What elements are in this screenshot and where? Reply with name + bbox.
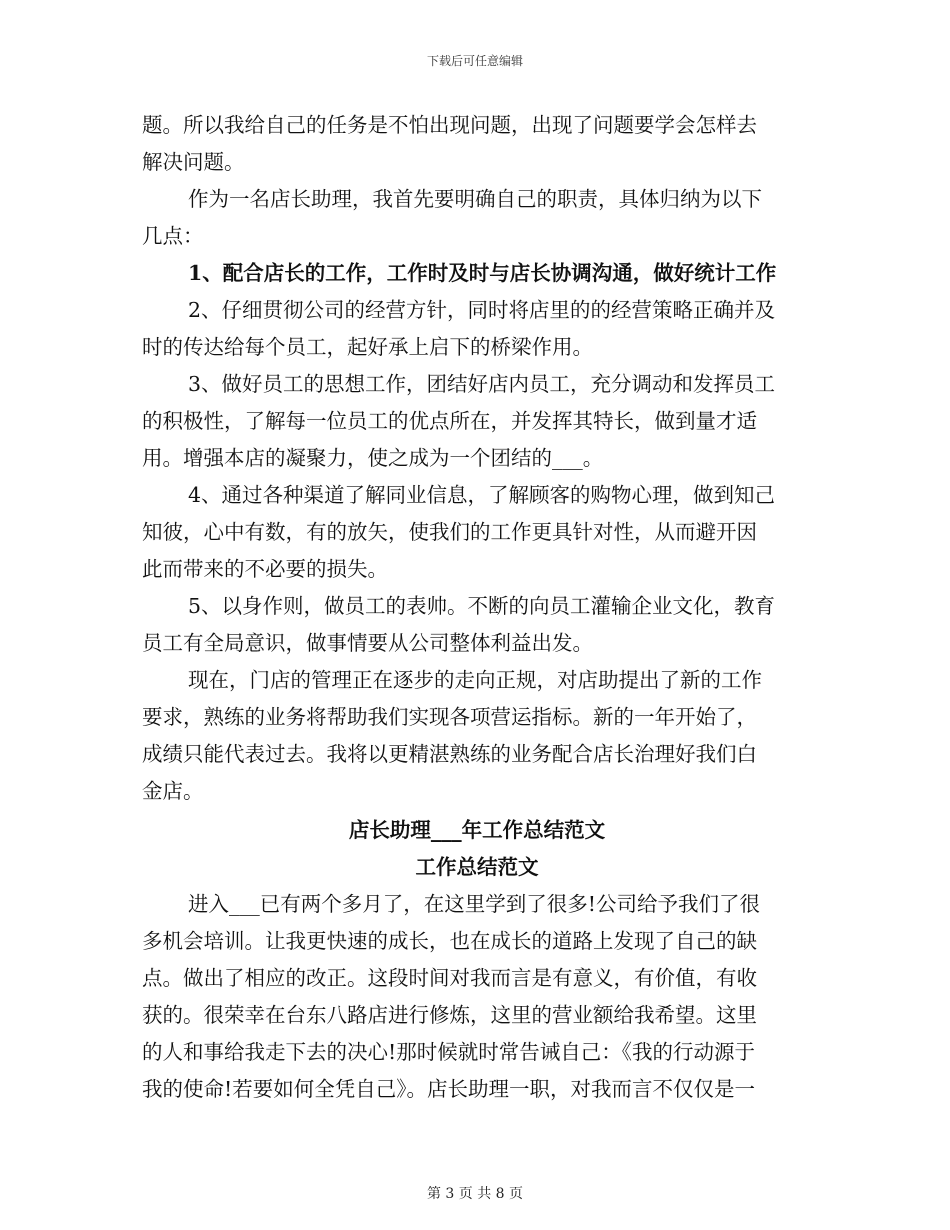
paragraph-line: 用。增强本店的凝聚力，使之成为一个团结的___。 xyxy=(142,446,604,470)
paragraph-line: 进入___已有两个多月了，在这里学到了很多!公司给予我们了很 xyxy=(188,892,760,916)
paragraph-line: 题。所以我给自己的任务是不怕出现问题，出现了问题要学会怎样去 xyxy=(142,113,757,137)
paragraph-line: 2、仔细贯彻公司的经营方针，同时将店里的的经营策略正确并及 xyxy=(188,298,776,322)
section-subtitle: 工作总结范文 xyxy=(415,855,539,879)
paragraph-line: 作为一名店长助理，我首先要明确自己的职责，具体归纳为以下 xyxy=(188,187,762,211)
paragraph-line: 4、通过各种渠道了解同业信息，了解顾客的购物心理，做到知己 xyxy=(188,483,776,507)
page-number-footer: 第 3 页 共 8 页 xyxy=(426,1186,524,1202)
paragraph-line: 此而带来的不必要的损失。 xyxy=(142,557,388,581)
paragraph-line: 知彼，心中有数，有的放矢，使我们的工作更具针对性，从而避开因 xyxy=(142,520,757,544)
paragraph-line: 多机会培训。让我更快速的成长，也在成长的道路上发现了自己的缺 xyxy=(142,929,757,953)
paragraph-line: 3、做好员工的思想工作，团结好店内员工，充分调动和发挥员工 xyxy=(188,372,776,396)
paragraph-line: 要求，熟练的业务将帮助我们实现各项营运指标。新的一年开始了， xyxy=(142,705,757,729)
paragraph-line: 点。做出了相应的改正。这段时间对我而言是有意义，有价值，有收 xyxy=(142,966,757,990)
paragraph-line: 的人和事给我走下去的决心!那时候就时常告诫自己：《我的行动源于 xyxy=(142,1040,755,1064)
paragraph-line: 现在，门店的管理正在逐步的走向正规，对店助提出了新的工作 xyxy=(188,668,762,692)
paragraph-line: 5、以身作则，做员工的表帅。不断的向员工灌输企业文化，教育 xyxy=(188,594,776,618)
paragraph-line: 员工有全局意识，做事情要从公司整体利益出发。 xyxy=(142,631,593,655)
paragraph-line: 时的传达给每个员工，起好承上启下的桥梁作用。 xyxy=(142,335,593,359)
paragraph-line: 我的使命!若要如何全凭自己》。店长助理一职，对我而言不仅仅是一 xyxy=(142,1077,755,1101)
paragraph-line: 几点： xyxy=(142,224,204,248)
document-body xyxy=(142,107,812,1108)
paragraph-line: 获的。很荣幸在台东八路店进行修炼，这里的营业额给我希望。这里 xyxy=(142,1003,757,1027)
section-title: 店长助理___年工作总结范文 xyxy=(348,818,606,842)
paragraph-line: 解决问题。 xyxy=(142,150,245,174)
paragraph-line: 的积极性，了解每一位员工的优点所在，并发挥其特长，做到量才适 xyxy=(142,409,757,433)
paragraph-line: 成绩只能代表过去。我将以更精湛熟练的业务配合店长治理好我们白 xyxy=(142,742,757,766)
paragraph-line: 金店。 xyxy=(142,779,204,803)
page-header: 下载后可任意编辑 xyxy=(426,54,523,68)
duty-item-heading: 1、配合店长的工作，工作时及时与店长协调沟通，做好统计工作 xyxy=(188,261,777,285)
